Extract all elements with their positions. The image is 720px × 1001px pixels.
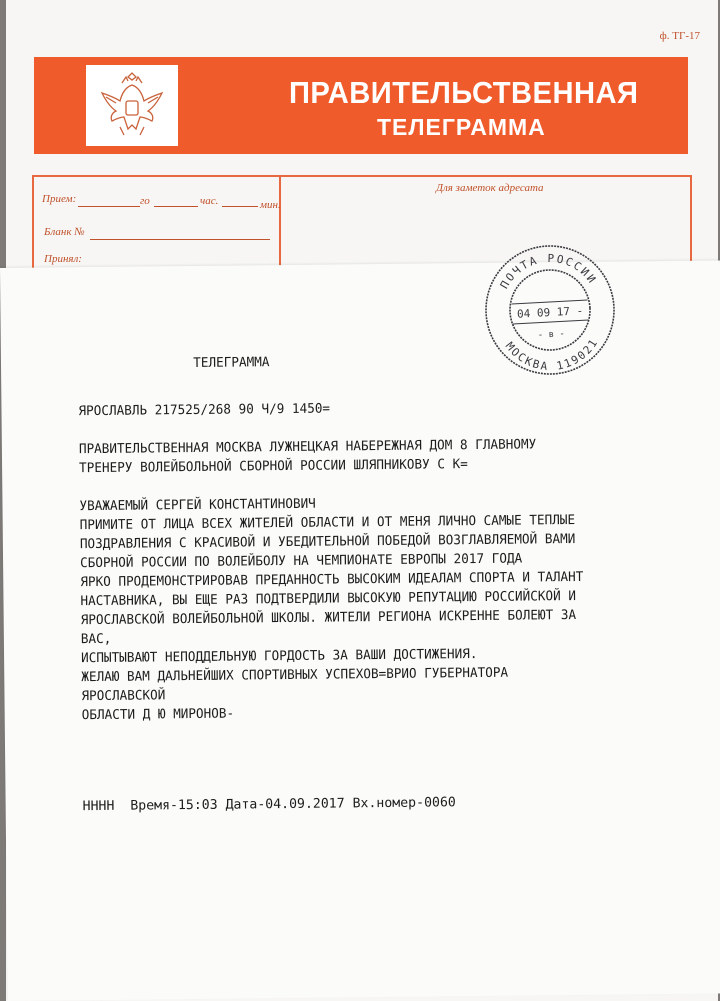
body-line: ЯРОСЛАВСКОЙ ВОЛЕЙБОЛЬНОЙ ШКОЛЫ. ЖИТЕЛИ РЕГИОНА ИСКРЕННЕ БОЛЕЮТ ЗА: [80, 607, 577, 629]
reception-box: [34, 177, 281, 272]
telegram-text: [78, 352, 585, 725]
hour-label: час.: [200, 195, 219, 207]
telegram-header-line: ЯРОСЛАВЛЬ 217525/268 90 Ч/9 1450=: [78, 401, 331, 420]
postmark-top-text: ПОЧТА РОССИИ: [497, 251, 600, 292]
body-line: ЯРКО ПРОДЕМОНСТРИРОВАВ ПРЕДАННОСТЬ ВЫСОКИМ ИДЕАЛАМ СПОРТА И ТАЛАНТ: [80, 569, 584, 591]
received-day-line: [78, 206, 140, 207]
double-headed-eagle-icon: [98, 71, 166, 141]
body-line: ПРИМИТЕ ОТ ЛИЦА ВСЕХ ЖИТЕЛЕЙ ОБЛАСТИ И ОТ МЕНЯ ЛИЧНО САМЫЕ ТЕПЛЫЕ: [79, 512, 576, 534]
body-line: ПОЗДРАВЛЕНИЯ С КРАСИВОЙ И УБЕДИТЕЛЬНОЙ ПОБЕДОЙ ВОЗГЛАВЛЯЕМОЙ ВАМИ: [79, 531, 576, 553]
address-line: ТРЕНЕРУ ВОЛЕЙБОЛЬНОЙ СБОРНОЙ РОССИИ ШЛЯПНИКОВУ С К=: [79, 457, 468, 477]
postmark-date: 04 09 17 -: [516, 304, 584, 321]
banner-subtitle: ТЕЛЕГРАММА: [377, 114, 546, 140]
telegram-footer: НННН Время-15:03 Дата-04.09.2017 Вх.номер-0060: [82, 795, 456, 815]
postmark-bottom-text: МОСКВА 119021: [502, 335, 601, 374]
telegram-title: ТЕЛЕГРАММА: [193, 355, 270, 371]
received-label: Прием:: [42, 193, 77, 205]
received-min-line: [222, 206, 258, 207]
received-hour-line: [154, 206, 198, 207]
body-line: СБОРНОЙ РОССИИ ПО ВОЛЕЙБОЛУ НА ЧЕМПИОНАТЕ ЕВРОПЫ 2017 ГОДА: [80, 551, 523, 572]
form-number-line: [90, 239, 270, 240]
header-banner: [34, 57, 688, 154]
address-line: ПРАВИТЕЛЬСТВЕННАЯ МОСКВА ЛУЖНЕЦКАЯ НАБЕРЕЖНАЯ ДОМ 8 ГЛАВНОМУ: [78, 437, 537, 458]
body-line: ЖЕЛАЮ ВАМ ДАЛЬНЕЙШИХ СПОРТИВНЫХ УСПЕХОВ=ВРИО ГУБЕРНАТОРА: [81, 665, 509, 686]
body-line: ОБЛАСТИ Д Ю МИРОНОВ-: [81, 706, 235, 724]
notes-label: Для заметок адресата: [436, 182, 544, 194]
form-code: ф. ТГ-17: [659, 30, 700, 42]
body-line: ВАС,: [80, 631, 112, 648]
accepted-label: Принял:: [44, 253, 82, 265]
coat-of-arms-emblem: [86, 65, 178, 146]
day-label: го: [140, 195, 150, 207]
postmark-stamp: [476, 236, 623, 383]
body-line: НАСТАВНИКА, ВЫ ЕЩЕ РАЗ ПОДТВЕРДИЛИ ВЫСОКУЮ РЕПУТАЦИЮ РОССИЙСКОЙ И: [80, 588, 576, 610]
minute-label: мин.: [260, 199, 281, 211]
body-line: УВАЖАЕМЫЙ СЕРГЕЙ КОНСТАНТИНОВИЧ: [79, 496, 316, 515]
body-line: ИСПЫТЫВАЮТ НЕПОДДЕЛЬНУЮ ГОРДОСТЬ ЗА ВАШИ ДОСТИЖЕНИЯ.: [81, 647, 478, 667]
body-line: ЯРОСЛАВСКОЙ: [81, 688, 166, 705]
postmark-code: - в -: [537, 329, 566, 341]
form-number-label: Бланк №: [44, 226, 85, 238]
banner-title: ПРАВИТЕЛЬСТВЕННАЯ: [289, 75, 639, 110]
